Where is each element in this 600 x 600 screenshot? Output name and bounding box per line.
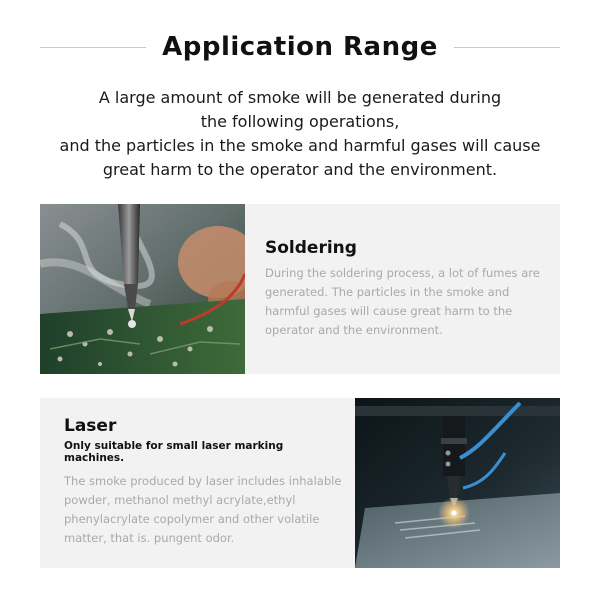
laser-card: [40, 398, 560, 568]
page-title: Application Range: [162, 32, 438, 62]
title-divider-left: [40, 47, 146, 48]
soldering-text: [265, 238, 545, 340]
section-header: [40, 22, 560, 72]
title-divider-right: [454, 47, 560, 48]
soldering-title: Soldering: [265, 238, 357, 258]
intro-line: and the particles in the smoke and harmful gases will cause: [59, 136, 541, 155]
intro-line: the following operations,: [200, 112, 400, 131]
laser-description: The smoke produced by laser includes inhalable powder, methanol methyl acrylate,ethyl phenylacrylate copolymer and other volatile matter, that is. pungent odor.: [64, 474, 342, 545]
intro-paragraph: [30, 86, 570, 182]
laser-engraving-photo: [355, 398, 560, 568]
laser-text: [64, 416, 344, 548]
soldering-description: During the soldering process, a lot of fumes are generated. The particles in the smoke and harmful gases will cause great harm to the operator and the environment.: [265, 266, 540, 337]
intro-line: A large amount of smoke will be generated during: [98, 88, 502, 107]
soldering-photo: [40, 204, 245, 374]
laser-title: Laser: [64, 416, 117, 436]
laser-subtitle: Only suitable for small laser marking machines.: [64, 440, 284, 464]
intro-line: great harm to the operator and the environment.: [102, 160, 498, 179]
soldering-card: [40, 204, 560, 374]
